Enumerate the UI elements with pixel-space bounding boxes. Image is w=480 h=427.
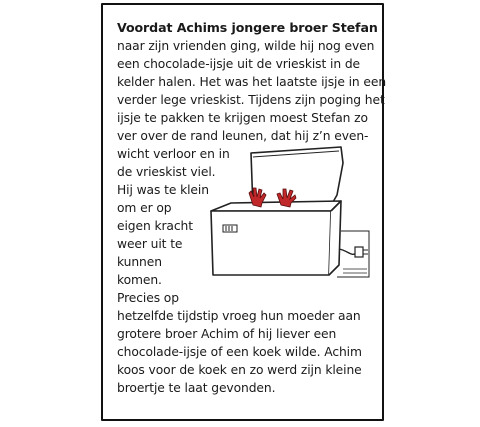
story-line: kunnen <box>117 255 162 269</box>
freezer-illustration <box>191 145 371 285</box>
story-line: de vrieskist viel. <box>117 165 216 179</box>
story-line: chocolade-ijsje of een koek wilde. Achim <box>117 345 362 359</box>
story-line: een chocolade-ijsje uit de vrieskist in de <box>117 57 360 71</box>
story-line: ver over de rand leunen, dat hij z’n even- <box>117 129 369 143</box>
story-line: broertje te laat gevonden. <box>117 381 276 395</box>
story-line: naar zijn vrienden ging, wilde hij nog even <box>117 39 375 53</box>
story-line: grotere broer Achim of hij liever een <box>117 327 337 341</box>
story-line: Hij was te klein <box>117 183 209 197</box>
story-line: verder lege vrieskist. Tijdens zijn poging het <box>117 93 385 107</box>
story-line: ijsje te pakken te krijgen moest Stefan zo <box>117 111 368 125</box>
story-line: weer uit te <box>117 237 183 251</box>
story-line: koos voor de koek en zo werd zijn kleine <box>117 363 362 377</box>
story-card <box>101 3 387 421</box>
story-line: hetzelfde tijdstip vroeg hun moeder aan <box>117 309 361 323</box>
story-line: eigen kracht <box>117 219 193 233</box>
story-line: Precies op <box>117 291 179 305</box>
story-line: om er op <box>117 201 172 215</box>
story-title: Voordat Achims jongere broer Stefan <box>117 20 378 35</box>
story-line: komen. <box>117 273 162 287</box>
story-line: kelder halen. Het was het laatste ijsje in een <box>117 75 387 89</box>
story-line: wicht verloor en in <box>117 147 230 161</box>
